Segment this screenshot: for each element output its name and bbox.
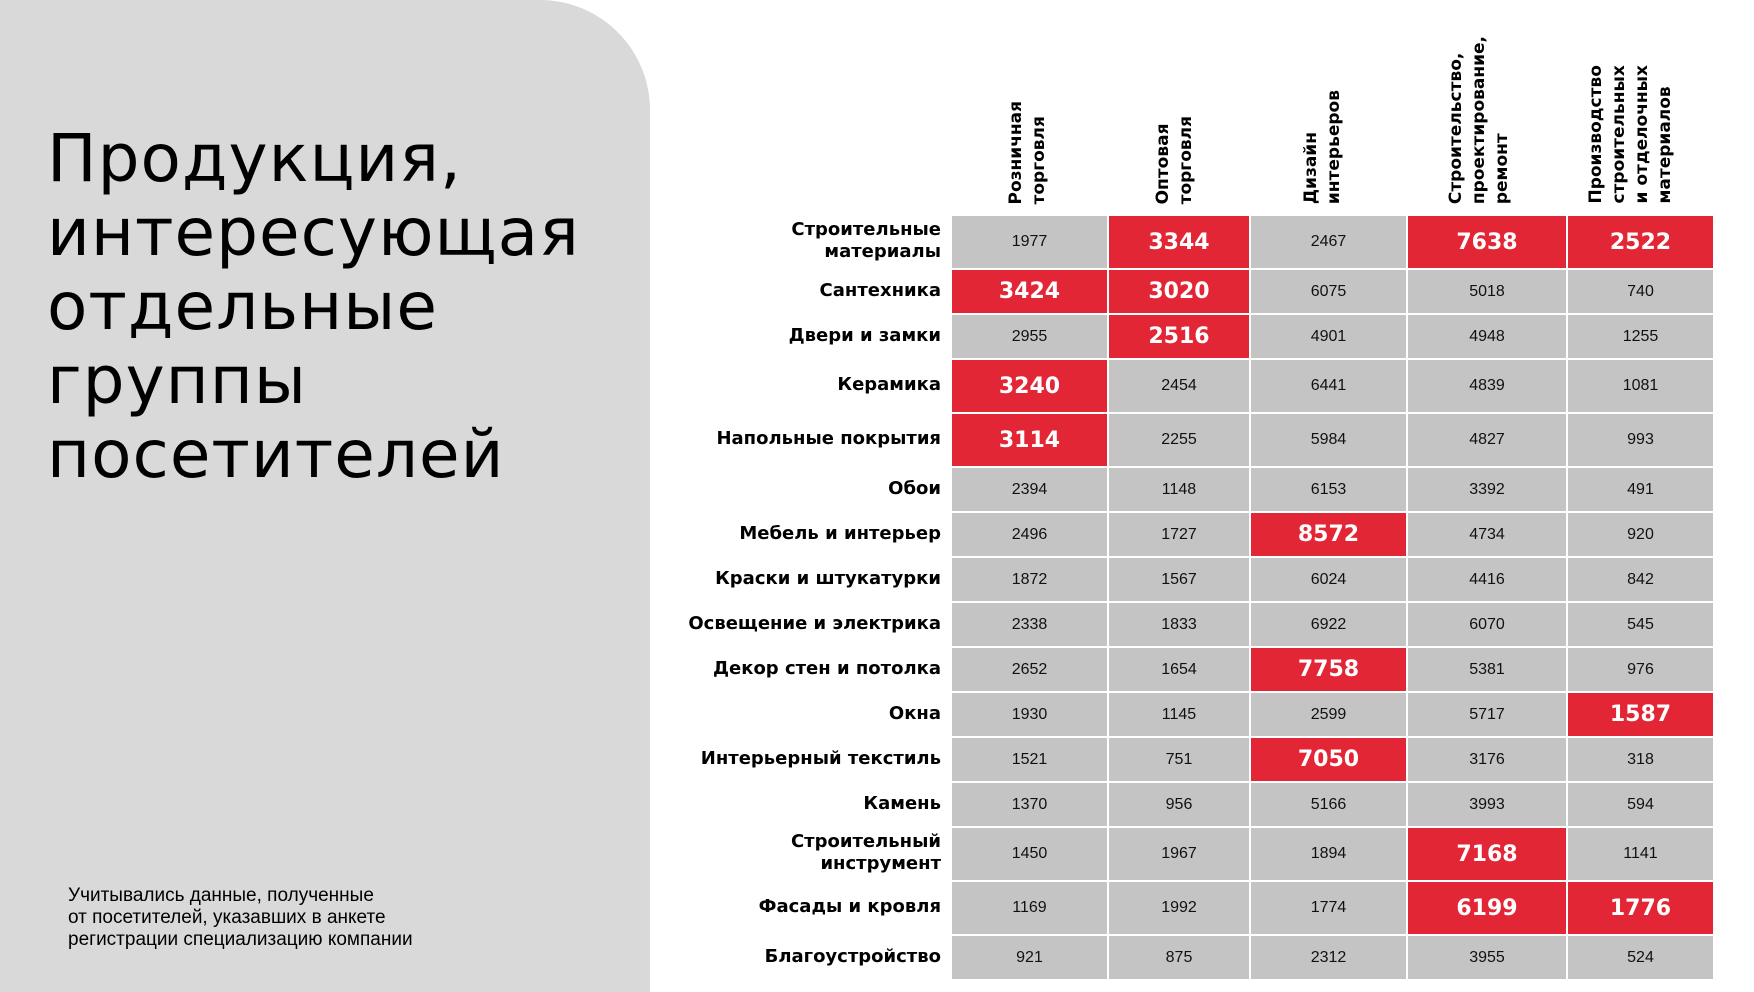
row-label: Обои	[888, 477, 941, 499]
table-row	[951, 692, 1714, 737]
table-cell: 2955	[951, 314, 1108, 359]
table-cell: 3392	[1407, 467, 1567, 512]
table-cell: 4734	[1407, 512, 1567, 557]
table-cell: 1148	[1108, 467, 1250, 512]
table-row	[951, 413, 1714, 467]
table-cell: 2496	[951, 512, 1108, 557]
table-cell: 956	[1108, 782, 1250, 827]
table-cell: 2338	[951, 602, 1108, 647]
table-row	[951, 215, 1714, 269]
row-label: Керамика	[837, 374, 941, 395]
table-cell: 318	[1567, 737, 1714, 782]
table-cell: 524	[1567, 935, 1714, 980]
table-cell: 5381	[1407, 647, 1567, 692]
table-cell: 5018	[1407, 269, 1567, 314]
row-label: Строительные материалы	[791, 219, 941, 262]
highlighted-cell: 7168	[1407, 827, 1567, 881]
row-label: Окна	[888, 702, 941, 724]
table-cell: 5984	[1250, 413, 1407, 467]
table-cell: 1872	[951, 557, 1108, 602]
table-cell: 1081	[1567, 359, 1714, 413]
table-cell: 4416	[1407, 557, 1567, 602]
column-header-label: Розничная торговля	[1005, 100, 1049, 204]
table-row	[951, 269, 1714, 314]
table-cell: 594	[1567, 782, 1714, 827]
table-row	[951, 512, 1714, 557]
table-cell: 6922	[1250, 602, 1407, 647]
highlighted-cell: 7638	[1407, 215, 1567, 269]
table-cell: 1169	[951, 881, 1108, 935]
table-cell: 1967	[1108, 827, 1250, 881]
table-cell: 1992	[1108, 881, 1250, 935]
table-row	[951, 827, 1714, 881]
column-header-label: Дизайн интерьеров	[1300, 89, 1344, 204]
table-cell: 5166	[1250, 782, 1407, 827]
column-header	[1245, 54, 1400, 204]
table-cell: 1774	[1250, 881, 1407, 935]
table-cell: 2599	[1250, 692, 1407, 737]
table-cell: 1521	[951, 737, 1108, 782]
highlighted-cell: 7758	[1250, 647, 1407, 692]
table-cell: 4901	[1250, 314, 1407, 359]
table-cell: 3176	[1407, 737, 1567, 782]
table-cell: 4839	[1407, 359, 1567, 413]
table-cell: 5717	[1407, 692, 1567, 737]
table-cell: 1141	[1567, 827, 1714, 881]
table-cell: 1894	[1250, 827, 1407, 881]
table-cell: 751	[1108, 737, 1250, 782]
table-cell: 1977	[951, 215, 1108, 269]
table-cell: 4827	[1407, 413, 1567, 467]
table-row	[951, 881, 1714, 935]
table-cell: 2394	[951, 467, 1108, 512]
row-label: Освещение и электрика	[688, 612, 941, 634]
table-row	[951, 782, 1714, 827]
highlighted-cell: 1776	[1567, 881, 1714, 935]
table-cell: 1255	[1567, 314, 1714, 359]
table-cell: 1930	[951, 692, 1108, 737]
highlighted-cell: 3020	[1108, 269, 1250, 314]
highlighted-cell: 2522	[1567, 215, 1714, 269]
table-cell: 1654	[1108, 647, 1250, 692]
table-cell: 993	[1567, 413, 1714, 467]
table-cell: 1145	[1108, 692, 1250, 737]
row-label: Мебель и интерьер	[739, 522, 941, 544]
table-cell: 2454	[1108, 359, 1250, 413]
highlighted-cell: 2516	[1108, 314, 1250, 359]
highlighted-cell: 6199	[1407, 881, 1567, 935]
table-cell: 6153	[1250, 467, 1407, 512]
table-cell: 1727	[1108, 512, 1250, 557]
table-cell: 2255	[1108, 413, 1250, 467]
table-row	[951, 359, 1714, 413]
row-label: Напольные покрытия	[716, 428, 941, 449]
column-header-label: Производство строительных и отделочных материалов	[1585, 65, 1675, 204]
table-cell: 2312	[1250, 935, 1407, 980]
highlighted-cell: 3424	[951, 269, 1108, 314]
table-cell: 2652	[951, 647, 1108, 692]
table-cell: 740	[1567, 269, 1714, 314]
data-table	[950, 214, 1715, 981]
row-label: Строительный инструмент	[790, 831, 941, 874]
table-cell: 3955	[1407, 935, 1567, 980]
column-header	[1400, 35, 1558, 204]
column-header-label: Оптовая торговля	[1153, 115, 1196, 204]
highlighted-cell: 8572	[1250, 512, 1407, 557]
table-row	[951, 935, 1714, 980]
table-row	[951, 602, 1714, 647]
table-cell: 491	[1567, 467, 1714, 512]
column-header	[1105, 54, 1245, 204]
table-cell: 6075	[1250, 269, 1407, 314]
footnote: Учитывались данные, полученные от посетителей, указавших в анкете регистрации специализацию компании	[68, 885, 413, 950]
table-cell: 4948	[1407, 314, 1567, 359]
table-row	[951, 737, 1714, 782]
row-label: Двери и замки	[788, 324, 941, 346]
column-header	[950, 54, 1105, 204]
table-row	[951, 647, 1714, 692]
page-title: Продукция, интересующая отдельные группы посетителей	[47, 120, 580, 493]
table-cell: 842	[1567, 557, 1714, 602]
table-cell: 6441	[1250, 359, 1407, 413]
row-label: Декор стен и потолка	[712, 657, 941, 679]
table-row	[951, 557, 1714, 602]
row-label: Камень	[863, 792, 941, 814]
row-label: Краски и штукатурки	[715, 567, 941, 589]
highlighted-cell: 1587	[1567, 692, 1714, 737]
highlighted-cell: 3344	[1108, 215, 1250, 269]
table-cell: 3993	[1407, 782, 1567, 827]
table-cell: 875	[1108, 935, 1250, 980]
column-header-label: Строительство, проектирование, ремонт	[1445, 35, 1512, 204]
table-cell: 2467	[1250, 215, 1407, 269]
row-label: Благоустройство	[764, 945, 941, 967]
table-cell: 1370	[951, 782, 1108, 827]
table-row	[951, 467, 1714, 512]
row-label: Фасады и кровля	[758, 896, 941, 917]
highlighted-cell: 3240	[951, 359, 1108, 413]
table-cell: 6070	[1407, 602, 1567, 647]
table-cell: 921	[951, 935, 1108, 980]
table-cell: 6024	[1250, 557, 1407, 602]
table-cell: 1567	[1108, 557, 1250, 602]
highlighted-cell: 3114	[951, 413, 1108, 467]
table-cell: 545	[1567, 602, 1714, 647]
column-header	[1558, 54, 1703, 204]
table-cell: 1833	[1108, 602, 1250, 647]
table-row	[951, 314, 1714, 359]
highlighted-cell: 7050	[1250, 737, 1407, 782]
table-cell: 976	[1567, 647, 1714, 692]
row-label: Интерьерный текстиль	[700, 747, 941, 769]
row-label: Сантехника	[819, 279, 941, 301]
table-cell: 1450	[951, 827, 1108, 881]
table-cell: 920	[1567, 512, 1714, 557]
